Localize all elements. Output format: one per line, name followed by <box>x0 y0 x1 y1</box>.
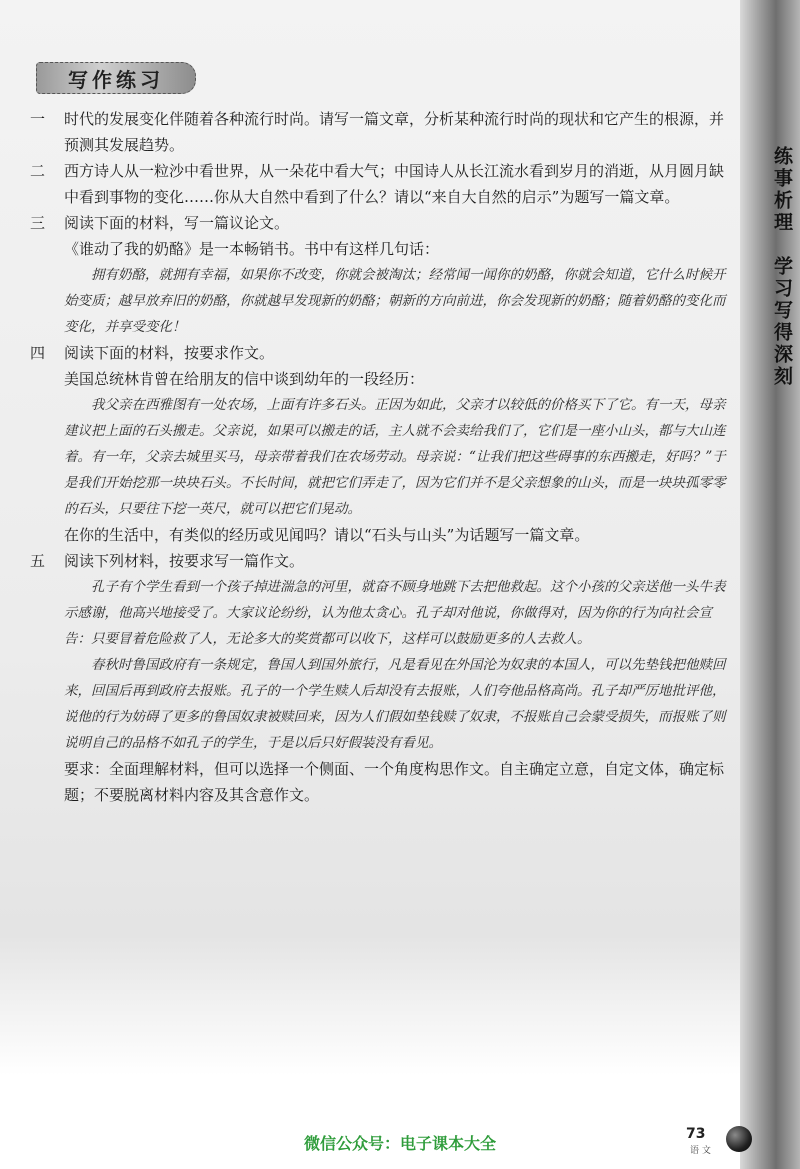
exercise-requirements: 要求：全面理解材料，但可以选择一个侧面、一个角度构思作文。自主确定立意，自定文体，确定标题；不要脱离材料内容及其含意作文。 <box>64 760 725 804</box>
exercise-number: 三 <box>30 214 46 232</box>
quoted-material: 拥有奶酪，就拥有幸福，如果你不改变，你就会被淘汰；经常闻一闻你的奶酪，你就会知道，它什么时候开始变质；越早放弃旧的奶酪，你就越早发现新的奶酪；朝新的方向前进，你会发现新的奶酪；随着奶酪的变化而变化，并享受变化！ <box>64 267 726 335</box>
exercise-number: 四 <box>30 344 46 362</box>
sidebar-title-line2: 学习写得深刻 <box>771 256 793 388</box>
sidebar-title-line1: 练事析理 <box>771 146 793 234</box>
exercise-lead: 《谁动了我的奶酪》是一本畅销书。书中有这样几句话： <box>64 240 440 258</box>
exercise-item-1 <box>30 106 728 158</box>
exercise-intro: 阅读下列材料，按要求写一篇作文。 <box>64 552 305 570</box>
exercise-number: 一 <box>30 110 46 128</box>
wechat-watermark: 微信公众号：电子课本大全 <box>303 1134 496 1153</box>
section-title: 写作练习 <box>68 67 164 92</box>
exercise-number: 二 <box>30 162 46 180</box>
exercise-prompt: 在你的生活中，有类似的经历或见闻吗？请以“石头与山头”为话题写一篇文章。 <box>64 526 590 544</box>
page-subject: 语 文 <box>690 1146 711 1156</box>
quoted-material: 孔子有个学生看到一个孩子掉进湍急的河里，就奋不顾身地跳下去把他救起。这个小孩的父亲送他一头牛表示感谢，他高兴地接受了。大家议论纷纷，认为他太贪心。孔子却对他说，你做得对，因为你的行为向社会宣告：只要冒着危险救了人，无论多大的奖赏都可以收下，这样可以鼓励更多的人去救人。 <box>64 579 726 647</box>
decorative-ball-icon <box>726 1126 752 1152</box>
exercise-item-2 <box>30 158 728 210</box>
page-number: 73 <box>686 1126 706 1142</box>
quoted-material: 春秋时鲁国政府有一条规定，鲁国人到国外旅行，凡是看见在外国沦为奴隶的本国人，可以先垫钱把他赎回来，回国后再到政府去报账。孔子的一个学生赎人后却没有去报账，人们夸他品格高尚。孔子却严厉地批评他，说他的行为妨碍了更多的鲁国奴隶被赎回来，因为人们假如垫钱赎了奴隶，不报账自己会蒙受损失，而报账了则说明自己的品格不如孔子的学生，于是以后只好假装没有看见。 <box>64 657 726 751</box>
exercise-lead: 美国总统林肯曾在给朋友的信中谈到幼年的一段经历： <box>64 370 425 388</box>
exercise-intro: 阅读下面的材料，写一篇议论文。 <box>64 214 290 232</box>
exercise-item-4 <box>30 340 728 548</box>
exercise-text: 西方诗人从一粒沙中看世界，从一朵花中看大气；中国诗人从长江流水看到岁月的消逝，从月圆月缺中看到事物的变化……你从大自然中看到了什么？请以“来自大自然的启示”为题写一篇文章。 <box>64 162 725 206</box>
exercise-text: 时代的发展变化伴随着各种流行时尚。请写一篇文章，分析某种流行时尚的现状和它产生的根源，并预测其发展趋势。 <box>64 110 725 154</box>
section-banner <box>36 62 196 94</box>
exercise-intro: 阅读下面的材料，按要求作文。 <box>64 344 275 362</box>
exercise-list <box>30 106 728 808</box>
exercise-number: 五 <box>30 552 46 570</box>
quoted-material: 我父亲在西雅图有一处农场，上面有许多石头。正因为如此，父亲才以较低的价格买下了它。有一天，母亲建议把上面的石头搬走。父亲说，如果可以搬走的话，主人就不会卖给我们了，它们是一座小山头，都与大山连着。有一年，父亲去城里买马，母亲带着我们在农场劳动。母亲说：“让我们把这些碍事的东西搬走，好吗？”于是我们开始挖那一块块石头。不长时间，就把它们弄走了，因为它们并不是父亲想象的山头，而是一块块孤零零的石头，只要往下挖一英尺，就可以把它们晃动。 <box>64 397 726 517</box>
exercise-item-5 <box>30 548 728 808</box>
exercise-item-3 <box>30 210 728 340</box>
